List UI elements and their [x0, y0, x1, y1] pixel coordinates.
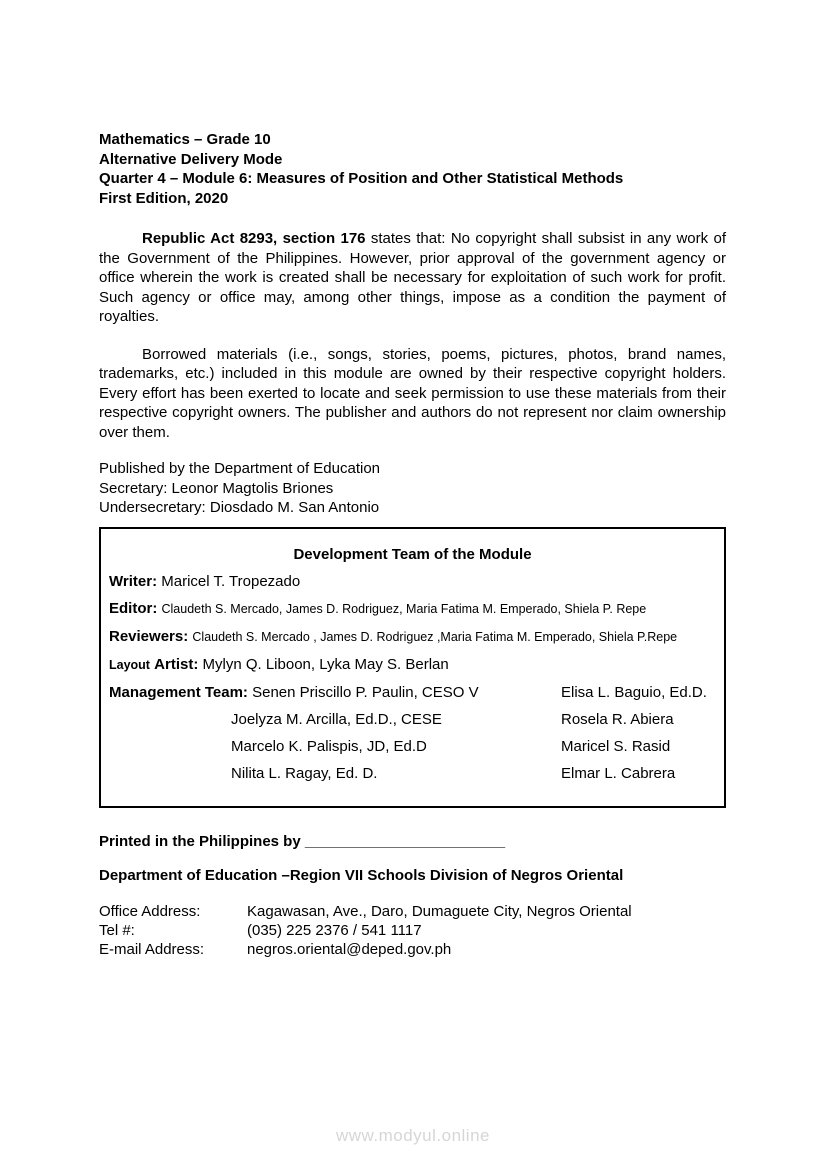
printed-blank-line: ________________________ [304, 832, 506, 850]
development-team-box [99, 527, 726, 808]
editor-names: Claudeth S. Mercado, James D. Rodriguez, Maria Fatima M. Emperado, Shiela P. Repe [161, 601, 647, 616]
management-row [109, 683, 716, 703]
undersecretary-line: Undersecretary: Diosdado M. San Antonio [99, 499, 380, 516]
tel-row [99, 921, 726, 940]
email-label: E-mail Address: [99, 940, 205, 958]
printed-label: Printed in the Philippines by [99, 832, 301, 850]
heading-line-subject: Mathematics – Grade 10 [99, 131, 271, 148]
editor-label: Editor: [109, 599, 158, 617]
office-address-label: Office Address: [99, 902, 201, 920]
secretary-line: Secretary: Leonor Magtolis Briones [99, 479, 334, 497]
printed-in-philippines-line [99, 832, 726, 852]
module-heading [99, 130, 726, 208]
layout-artist-names: Mylyn Q. Liboon, Lyka May S. Berlan [202, 655, 449, 673]
site-watermark: www.modyul.online [335, 1126, 490, 1145]
layout-label-small: Layout [109, 657, 150, 672]
management-member: Elisa L. Baguio, Ed.D. [561, 683, 707, 701]
management-row [109, 710, 716, 730]
layout-artist-row [109, 655, 716, 676]
division-line: Department of Education –Region VII Schools Division of Negros Oriental [99, 867, 624, 884]
publisher-block [99, 459, 726, 518]
copyright-paragraph [99, 229, 726, 327]
writer-row [109, 572, 716, 592]
management-member: Joelyza M. Arcilla, Ed.D., CESE [231, 710, 442, 728]
office-address-row [99, 902, 726, 921]
reviewers-label: Reviewers: [109, 627, 189, 645]
contact-block [99, 902, 726, 959]
reviewer-names: Claudeth S. Mercado , James D. Rodriguez ,Maria Fatima M. Emperado, Shiela P.Repe [192, 629, 678, 644]
tel-label: Tel #: [99, 921, 135, 939]
management-member: Senen Priscillo P. Paulin, CESO V [252, 683, 479, 701]
management-team-section [109, 683, 716, 784]
management-member: Elmar L. Cabrera [561, 764, 676, 782]
heading-line-mode: Alternative Delivery Mode [99, 150, 283, 168]
published-by-line: Published by the Department of Education [99, 460, 381, 477]
heading-line-edition: First Edition, 2020 [99, 189, 229, 207]
management-left-cell [109, 683, 561, 703]
copyright-paragraph-text: states that: No copyright shall subsist in any work of the Government of the Philippines. However, prior approval of the government agency or office wherein the work is created shall be necessary for exploitation of such work for profit. Such agency or office may, among other things, impose as a condition the payment of royalties. [99, 230, 727, 325]
writer-label: Writer: [109, 572, 158, 590]
management-member: Maricel S. Rasid [561, 737, 671, 755]
management-row [109, 764, 716, 784]
copyright-act-reference: Republic Act 8293, section 176 [142, 230, 366, 247]
reviewers-row [109, 627, 716, 648]
management-member: Rosela R. Abiera [561, 710, 674, 728]
editor-row [109, 599, 716, 620]
writer-name: Maricel T. Tropezado [161, 572, 301, 590]
management-team-label: Management Team: [109, 683, 248, 701]
email-row [99, 940, 726, 959]
email-value: negros.oriental@deped.gov.ph [247, 940, 452, 958]
office-address-value: Kagawasan, Ave., Daro, Dumaguete City, Negros Oriental [247, 902, 632, 920]
management-row [109, 737, 716, 757]
development-team-title: Development Team of the Module [293, 545, 532, 563]
management-member: Nilita L. Ragay, Ed. D. [231, 764, 378, 782]
borrowed-materials-paragraph: Borrowed materials (i.e., songs, stories, poems, pictures, photos, brand names, trademarks, etc.) included in this module are owned by their respective copyright holders. Every effort has been exerted to locate and seek permission to use these materials from their respective copyright owners. The publisher and authors do not represent nor claim ownership over them. [99, 345, 726, 441]
layout-artist-label: Artist: [154, 655, 199, 673]
heading-line-module-title: Quarter 4 – Module 6: Measures of Position and Other Statistical Methods [99, 170, 624, 187]
tel-value: (035) 225 2376 / 541 1117 [247, 921, 422, 939]
management-member: Marcelo K. Palispis, JD, Ed.D [231, 737, 427, 755]
